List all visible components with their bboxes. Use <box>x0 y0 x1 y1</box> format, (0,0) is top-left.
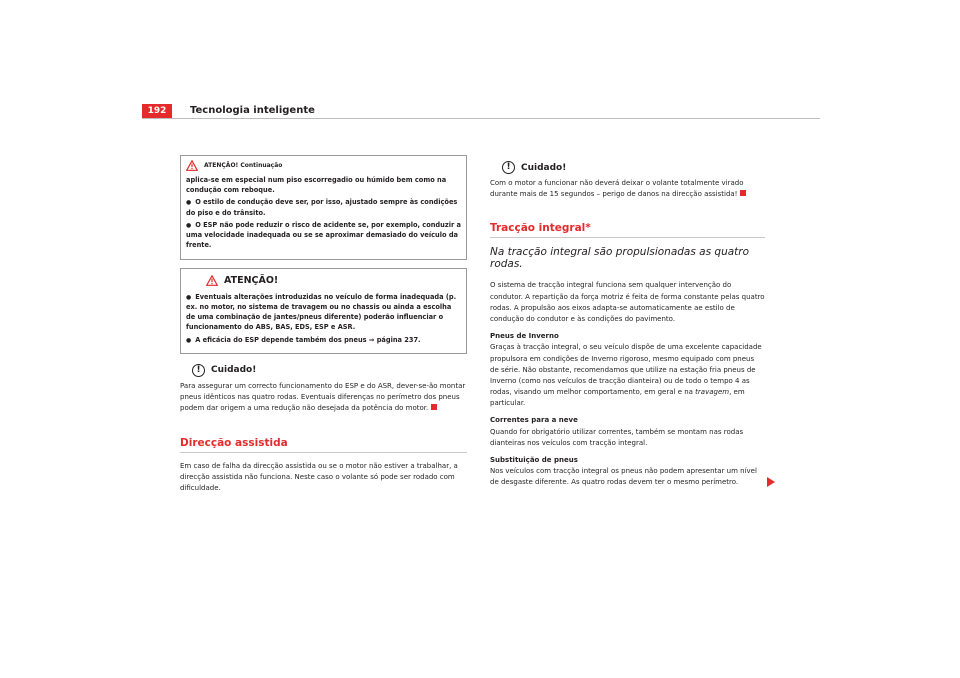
chains-text: Quando for obrigatório utilizar correntes, também se montam nas rodas dianteiras nos veículos com tracção integral. <box>490 427 744 447</box>
exclamation-circle-icon: ! <box>502 161 515 174</box>
warning-bullet: ● A eficácia do ESP depende também dos pneus ⇒ página 237. <box>186 335 461 345</box>
caution-label: Cuidado! <box>521 162 567 173</box>
section-title: Tracção integral* <box>490 222 765 238</box>
tyres-text: Nos veículos com tracção integral os pneus não podem apresentar um nível de desgaste diferente. As quatro rodas devem ter o mesmo perímetro. <box>490 467 757 487</box>
subheading: Correntes para a neve <box>490 416 578 425</box>
caution-heading <box>502 161 765 174</box>
section-intro: O sistema de tracção integral funciona sem qualquer intervenção do condutor. A repartição da força motriz é feita de forma constante pelas quatro rodas. A propulsão aos eixos adapta-se automaticamente ae estilo de condução do condutor e às condições do pavimento. <box>490 281 765 323</box>
end-square-icon <box>740 190 746 196</box>
caution-text: Com o motor a funcionar não deverá deixar o volante totalmente virado durante mais de 15 segundos – perigo de danos na direcção assistida! <box>490 179 744 199</box>
warning-bullet: ● Eventuais alterações introduzidas no veículo de forma inadequada (p. ex. no motor, no sistema de travagem ou no chassis ou ainda a escolha de uma combinação de jantes/pneus diferente) poderão influenciar o funcionamento do ABS, BAS, EDS, ESP e ASR. <box>186 292 461 333</box>
subheading: Substituição de pneus <box>490 456 578 464</box>
header-rule <box>142 118 820 119</box>
warning-bullet: ● O estilo de condução deve ser, por isso, ajustado sempre às condições do piso e do trânsito. <box>186 197 461 218</box>
section-subtitle: Na tracção integral são propulsionadas as quatro rodas. <box>490 246 750 271</box>
right-column <box>490 155 765 493</box>
caution-text: Para assegurar um correcto funcionamento do ESP e do ASR, dever-se-ão montar pneus idênticos nas quatro rodas. Eventuais diferenças no perímetro dos pneus podem dar origem a uma redução não desejada da potência do motor. <box>180 381 466 413</box>
section-title: Direcção assistida <box>180 437 467 453</box>
warning-text: aplica-se em especial num piso escorregadio ou húmido bem como na condução com reboque. <box>186 176 447 195</box>
end-square-icon <box>431 404 437 410</box>
section-text: Em caso de falha da direcção assistida ou se o motor não estiver a trabalhar, a direcção assistida não funciona. Neste caso o volante só pode ser rodado com dificuldade. <box>180 461 458 492</box>
subheading: Pneus de Inverno <box>490 332 559 341</box>
next-page-arrow-icon <box>767 477 775 487</box>
page-number: 192 <box>142 104 172 118</box>
winter-text: Graças à tracção integral, o seu veículo dispõe de uma excelente capacidade propulsora em condições de Inverno rigoroso, mesmo equipado com pneus de série. Não obstante, recomendamos que utilize na estação fria pneus de Inverno (como nos veículos de tracção dianteira) ou de todo o tempo 4 as rodas, visando um melhor comportamento, em geral e na travagem, em particular. <box>490 343 762 408</box>
exclamation-circle-icon: ! <box>192 364 205 377</box>
warning-label: ATENÇÃO! <box>224 274 279 286</box>
warning-triangle-icon <box>186 160 198 171</box>
warning-continued-box <box>180 155 467 260</box>
warning-bullet: ● O ESP não pode reduzir o risco de acidente se, por exemplo, conduzir a uma velocidade inadequada ou se se aproximar demasiado do veículo da frente. <box>186 220 461 251</box>
warning-triangle-icon <box>206 275 218 286</box>
caution-label: Cuidado! <box>211 365 257 376</box>
warning-box <box>180 268 467 354</box>
running-header: Tecnologia inteligente <box>190 105 315 116</box>
warning-continued-label: ATENÇÃO! Continuação <box>204 162 283 169</box>
caution-heading <box>192 364 467 377</box>
left-column <box>180 155 467 498</box>
